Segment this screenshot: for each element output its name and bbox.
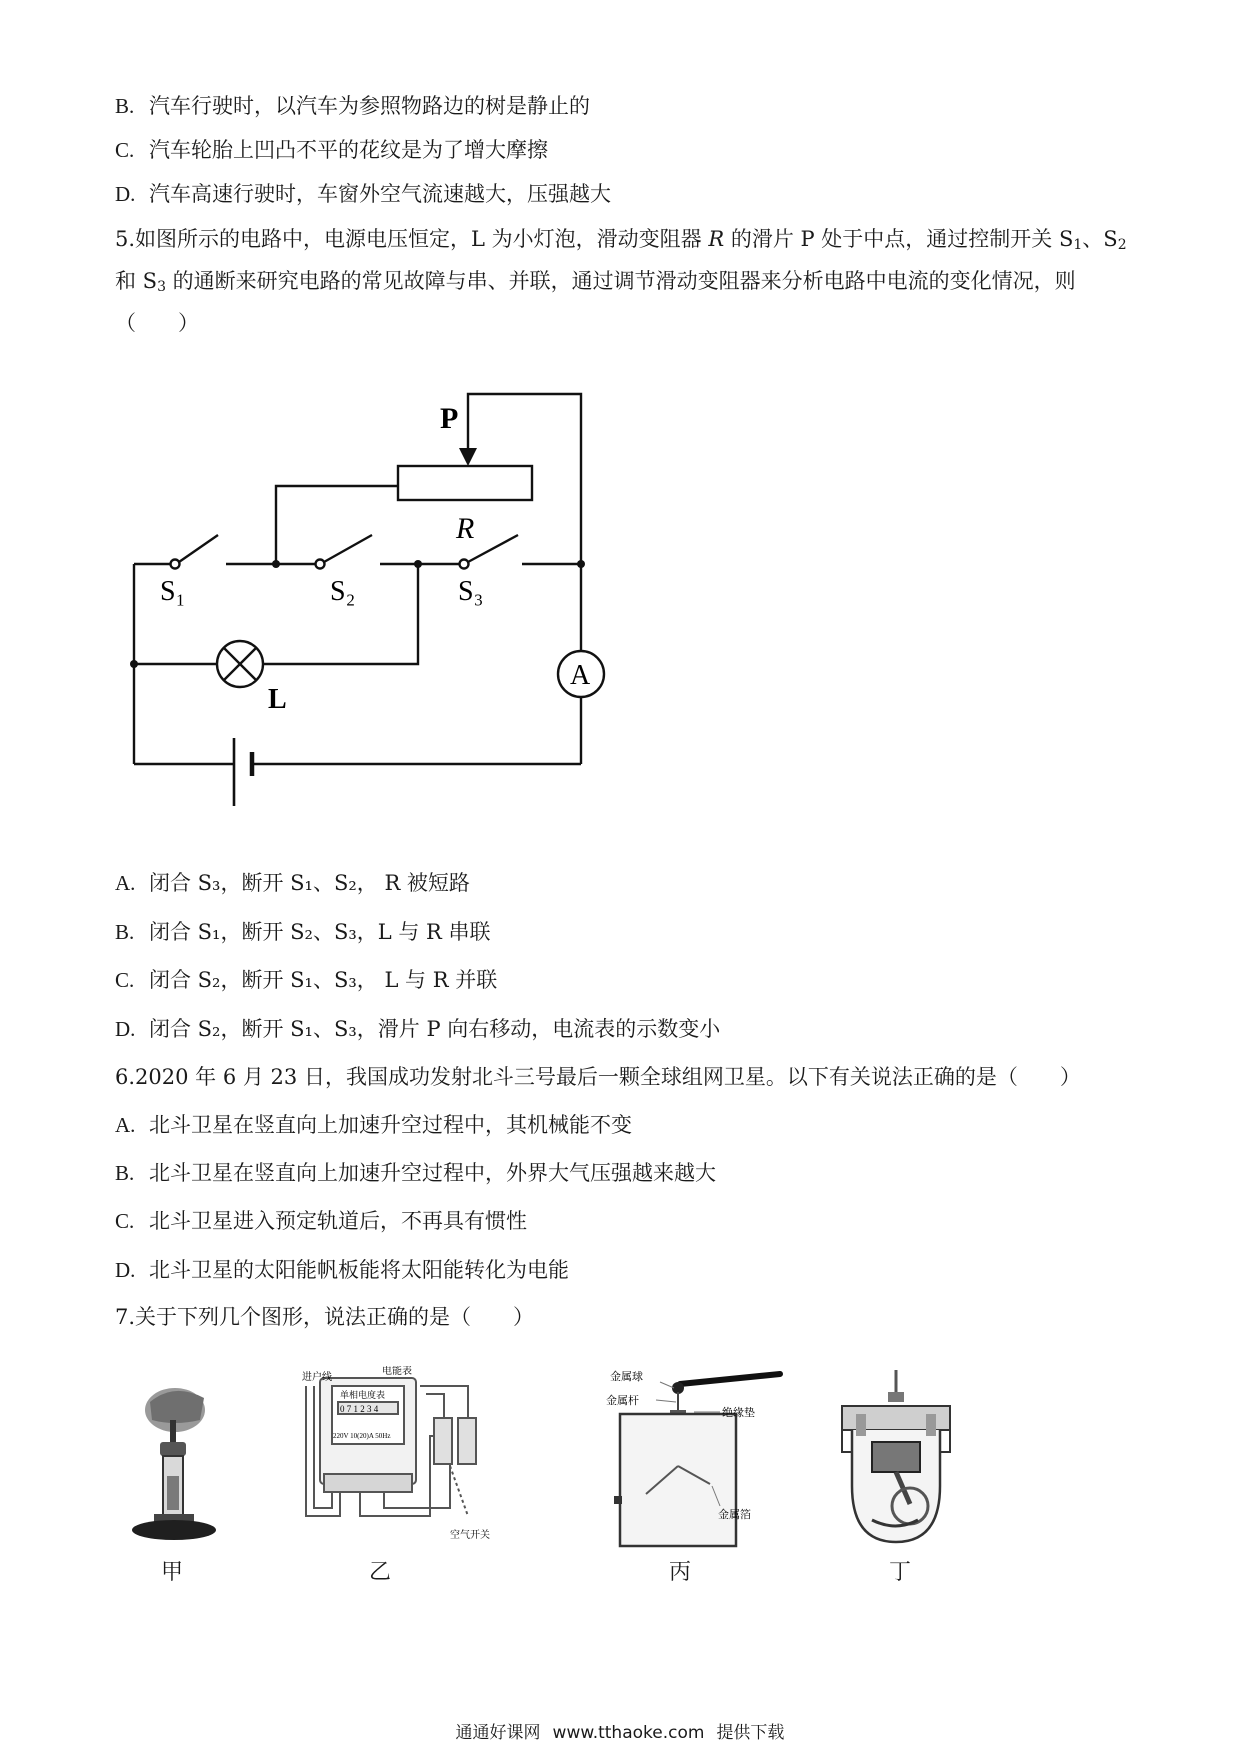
option-text: 闭合 S₂，断开 S₁、S₃， L 与 R 并联: [149, 968, 498, 992]
caption-ding: 丁: [888, 1560, 911, 1585]
option-letter: A.: [115, 1113, 136, 1137]
label-rod: 金属杆: [606, 1395, 639, 1407]
q5-stem-sub: 1: [1073, 237, 1083, 253]
option-text: 北斗卫星在竖直向上加速升空过程中，其机械能不变: [149, 1113, 632, 1137]
q5-stem-part: 、S: [1082, 227, 1118, 251]
option-letter: A.: [115, 871, 136, 895]
q5-option-c: [115, 965, 497, 995]
label-ball: 金属球: [610, 1371, 643, 1383]
junction-dot: [577, 560, 585, 568]
option-text: 北斗卫星在竖直向上加速升空过程中，外界大气压强越来越大: [149, 1161, 716, 1185]
label-s1: S₁: [160, 576, 186, 607]
option-text: 北斗卫星的太阳能帆板能将太阳能转化为电能: [149, 1258, 569, 1282]
q7-stem: [115, 1302, 534, 1332]
label-a: A: [570, 660, 591, 691]
q5-stem-part: 和 S: [115, 269, 158, 293]
label-in-wire: 进户线: [302, 1372, 332, 1383]
label-meter-title: 单相电度表: [340, 1390, 386, 1400]
q5-option-b: [115, 917, 491, 947]
option-letter: B.: [115, 920, 135, 944]
figure-ding: [830, 1366, 980, 1556]
q5-stem-part: 的滑片 P 处于中点，通过控制开关 S: [724, 227, 1074, 251]
q5-answer-bracket: （ ）: [115, 311, 199, 335]
q5-stem-sub: 2: [1117, 237, 1127, 253]
q5-option-a: [115, 868, 470, 898]
q6-option-a: [115, 1110, 632, 1140]
option-letter: C.: [115, 968, 135, 992]
option-letter: B.: [115, 94, 135, 118]
footer-site: 通通好课网: [455, 1723, 541, 1743]
footer-url[interactable]: www.tthaoke.com: [552, 1723, 705, 1743]
q6-stem: [115, 1062, 1081, 1092]
option-letter: D.: [115, 1258, 136, 1282]
option-text: 汽车轮胎上凹凸不平的花纹是为了增大摩擦: [149, 138, 548, 162]
label-breaker: 空气开关: [450, 1530, 490, 1541]
option-text: 汽车高速行驶时，车窗外空气流速越大，压强越大: [149, 182, 611, 206]
caption-yi: 乙: [368, 1560, 391, 1585]
q5-stem-part: 的通断来研究电路的常见故障与串、并联，通过调节滑动变阻器来分析电路中电流的变化情况，则: [165, 269, 1076, 293]
figure-jia: [130, 1380, 250, 1550]
footer-note: 提供下载: [716, 1723, 785, 1743]
figure-bing: [600, 1366, 810, 1556]
label-rating: 220V 10(20)A 50Hz: [333, 1432, 391, 1440]
option-text: 闭合 S₃，断开 S₁、S₂， R 被短路: [149, 871, 470, 895]
caption-bing: 丙: [668, 1560, 691, 1585]
label-r: R: [456, 512, 475, 545]
circuit-diagram: [0, 0, 1240, 830]
q5-stem-sub: 3: [157, 279, 166, 295]
junction-dot: [414, 560, 422, 568]
label-s3: S₃: [458, 576, 484, 607]
option-letter: D.: [115, 182, 136, 206]
option-text: 闭合 S₁，断开 S₂、S₃，L 与 R 串联: [149, 920, 491, 944]
option-letter: D.: [115, 1017, 136, 1041]
label-s2: S₂: [330, 576, 356, 607]
label-meter: 电能表: [382, 1366, 412, 1377]
q6-stem-text: 6.2020 年 6 月 23 日，我国成功发射北斗三号最后一颗全球组网卫星。以下有关说法正确的是（ ）: [115, 1065, 1081, 1089]
q5-stem-part: 5.如图所示的电路中，电源电压恒定，L 为小灯泡，滑动变阻器: [115, 227, 709, 251]
option-letter: C.: [115, 1209, 135, 1233]
q6-option-d: [115, 1255, 569, 1285]
label-reading: 0 7 1 2 3 4: [340, 1404, 379, 1414]
option-text: 北斗卫星进入预定轨道后，不再具有惯性: [149, 1209, 527, 1233]
option-text: 闭合 S₂，断开 S₁、S₃，滑片 P 向右移动，电流表的示数变小: [149, 1017, 721, 1041]
label-foil: 金属箔: [718, 1509, 751, 1521]
q7-stem-text: 7.关于下列几个图形，说法正确的是（ ）: [115, 1305, 535, 1329]
label-p: P: [440, 402, 459, 435]
option-letter: C.: [115, 138, 135, 162]
q5-option-d: [115, 1014, 720, 1044]
option-text: 汽车行驶时，以汽车为参照物路边的树是静止的: [149, 94, 590, 118]
label-l: L: [268, 684, 287, 715]
figure-yi: [300, 1366, 520, 1556]
q6-option-c: [115, 1206, 527, 1236]
junction-dot: [272, 560, 280, 568]
label-pad: 绝缘垫: [722, 1407, 755, 1419]
q5-stem-r: R: [708, 227, 725, 251]
option-letter: B.: [115, 1161, 135, 1185]
page-footer: [0, 1718, 1240, 1743]
caption-jia: 甲: [160, 1560, 183, 1585]
junction-dot: [130, 660, 138, 668]
q6-option-b: [115, 1158, 716, 1188]
